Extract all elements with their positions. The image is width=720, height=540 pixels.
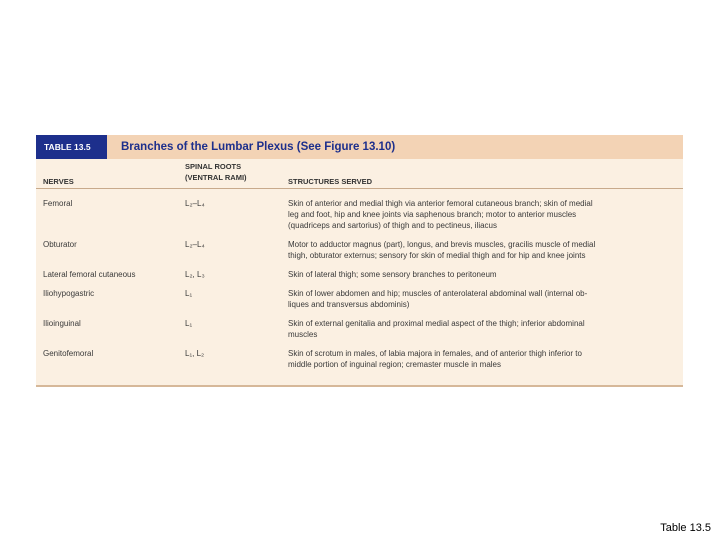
spinal-roots: L₁, L₂ [185, 349, 205, 358]
structures-line: Skin of scrotum in males, of labia majora in females, and of anterior thigh inferior to [288, 349, 582, 358]
structures-served [288, 198, 678, 231]
spinal-roots: L₁ [185, 319, 193, 328]
structures-line: (quadriceps and sartorius) of thigh and to pectineus, iliacus [288, 221, 498, 230]
structures-served [288, 269, 678, 280]
structures-served [288, 318, 678, 340]
spinal-roots: L₁ [185, 289, 193, 298]
structures-served [288, 239, 678, 261]
column-header-roots-line2: (VENTRAL RAMI) [185, 173, 247, 182]
nerve-name: Genitofemoral [43, 349, 94, 358]
table-title: Branches of the Lumbar Plexus (See Figure 13.10) [121, 141, 396, 153]
nerve-name: Obturator [43, 240, 77, 249]
structures-line: leg and foot, hip and knee joints via saphenous branch; motor to anterior muscles [288, 210, 577, 219]
column-header-roots-line1: SPINAL ROOTS [185, 162, 242, 171]
slide-caption: Table 13.5 [660, 522, 711, 534]
structures-served [288, 288, 678, 310]
structures-line: Skin of lower abdomen and hip; muscles of anterolateral abdominal wall (internal ob- [288, 289, 588, 298]
nerve-name: Ilioinguinal [43, 319, 81, 328]
nerve-name: Femoral [43, 199, 73, 208]
structures-line: liques and transversus abdominis) [288, 300, 410, 309]
column-header-nerves: NERVES [43, 177, 74, 186]
column-header-structures: STRUCTURES SERVED [288, 177, 373, 186]
structures-line: thigh, obturator externus; sensory for skin of medial thigh and for hip and knee joints [288, 251, 586, 260]
structures-line: Motor to adductor magnus (part), longus, and brevis muscles, gracilis muscle of medial [288, 240, 596, 249]
header-divider [36, 188, 683, 189]
spinal-roots: L₂–L₄ [185, 199, 205, 208]
lumbar-plexus-table [36, 135, 683, 387]
structures-line: Skin of lateral thigh; some sensory branches to peritoneum [288, 270, 497, 279]
column-header-spinal-roots [185, 161, 247, 187]
structures-line: Skin of external genitalia and proximal medial aspect of the thigh; inferior abdominal [288, 319, 585, 328]
table-header-band [36, 135, 683, 159]
nerve-name: Iliohypogastric [43, 289, 95, 298]
table-number-label: TABLE 13.5 [36, 135, 107, 159]
structures-line: muscles [288, 330, 318, 339]
spinal-roots: L₂, L₃ [185, 270, 205, 279]
structures-served [288, 348, 678, 370]
structures-line: middle portion of inguinal region; cremaster muscle in males [288, 360, 501, 369]
spinal-roots: L₂–L₄ [185, 240, 205, 249]
structures-line: Skin of anterior and medial thigh via anterior femoral cutaneous branch; skin of medial [288, 199, 593, 208]
nerve-name: Lateral femoral cutaneous [43, 270, 136, 279]
